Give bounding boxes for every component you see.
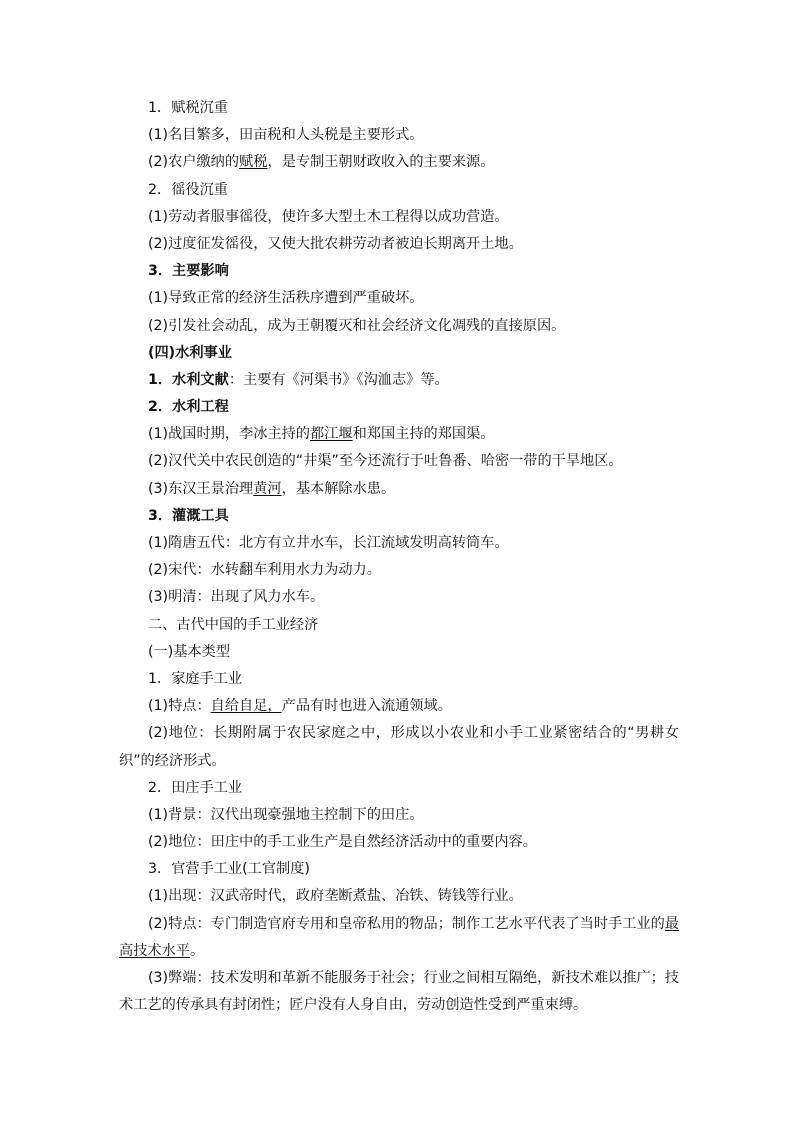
- text: 。: [189, 942, 205, 959]
- subsection-heading: (一)基本类型: [148, 643, 231, 660]
- paragraph: [119, 421, 679, 448]
- text: ，是专制王朝财政收入的主要来源。: [267, 154, 495, 171]
- text: 产品有时也进入流通领域。: [281, 698, 452, 715]
- paragraph: (1)隋唐五代：北方有立井水车，长江流域发明高转筒车。: [148, 535, 509, 551]
- paragraph: (2)汉代关中农民创造的“井渠”至今还流行于吐鲁番、哈密一带的干旱地区。: [148, 453, 623, 470]
- paragraph: [119, 693, 679, 720]
- paragraph: (1)出现：汉武帝时代，政府垄断煮盐、冶铁、铸钱等行业。: [148, 888, 523, 905]
- text: ：主要有《河渠书》《沟洫志》等。: [228, 371, 449, 388]
- section-heading-water: (四)水利事业: [148, 344, 232, 361]
- heading-impact: 3．主要影响: [148, 263, 229, 280]
- paragraph: [119, 911, 679, 965]
- paragraph: (1)名目繁多，田亩税和人头税是主要形式。: [148, 127, 424, 144]
- heading-tax: 1．赋税沉重: [148, 100, 228, 116]
- underlined-term: 黄河: [253, 480, 282, 497]
- text: 和郑国主持的郑国渠。: [352, 426, 495, 443]
- paragraph: (2)地位：田庄中的手工业生产是自然经济活动中的重要内容。: [148, 834, 537, 851]
- paragraph: (1)劳动者服事徭役，使许多大型土木工程得以成功营造。: [148, 208, 509, 225]
- paragraph: (2)宋代：水转翻车利用水力为动力。: [148, 562, 381, 579]
- underlined-term: 赋税: [239, 154, 268, 171]
- paragraph: [119, 149, 679, 176]
- paragraph: (3)明清：出现了风力水车。: [148, 589, 325, 606]
- heading-water-works: 2．水利工程: [148, 399, 229, 416]
- heading-manor: 2．田庄手工业: [148, 779, 243, 796]
- heading-corvee: 2．徭役沉重: [148, 181, 228, 198]
- paragraph: (1)导致正常的经济生活秩序遭到严重破坏。: [148, 290, 424, 307]
- text: (2)特点：专门制造官府专用和皇帝私用的物品；制作工艺水平代表了当时手工业的: [148, 915, 665, 932]
- paragraph: [119, 367, 679, 394]
- paragraph: (3)弊端：技术发明和革新不能服务于社会；行业之间相互隔绝，新技术难以推广；技术工艺的传承具有封闭性；匠户没有人身自由，劳动创造性受到严重束缚。: [119, 970, 679, 1014]
- heading-household: 1．家庭手工业: [148, 670, 243, 687]
- paragraph: (2)地位：长期附属于农民家庭之中，形成以小农业和小手工业紧密结合的“男耕女织”的经济形式。: [119, 725, 679, 769]
- paragraph: (1)背景：汉代出现豪强地主控制下的田庄。: [148, 806, 424, 823]
- paragraph: (2)过度征发徭役，又使大批农耕劳动者被迫长期离开土地。: [148, 235, 523, 252]
- text: (3)东汉王景治理: [148, 480, 254, 497]
- term: 1．水利文献: [148, 371, 229, 388]
- paragraph: (2)引发社会动乱，成为王朝覆灭和社会经济文化凋残的直接原因。: [148, 317, 566, 334]
- underlined-term: 自给自足，: [210, 698, 282, 715]
- underlined-term: 最高技术水平: [119, 915, 679, 959]
- text: (1)特点：: [148, 698, 211, 715]
- text: (2)农户缴纳的: [148, 154, 240, 171]
- heading-irrigation: 3．灌溉工具: [148, 507, 229, 524]
- heading-official: 3．官营手工业(工官制度): [148, 861, 310, 878]
- paragraph: [119, 476, 679, 503]
- text: ，基本解除水患。: [281, 480, 396, 497]
- section-heading-handicraft: 二、古代中国的手工业经济: [148, 616, 319, 633]
- underlined-term: 都江堰: [309, 426, 353, 443]
- document-page: [119, 95, 679, 1019]
- text: (1)战国时期，李冰主持的: [148, 426, 310, 443]
